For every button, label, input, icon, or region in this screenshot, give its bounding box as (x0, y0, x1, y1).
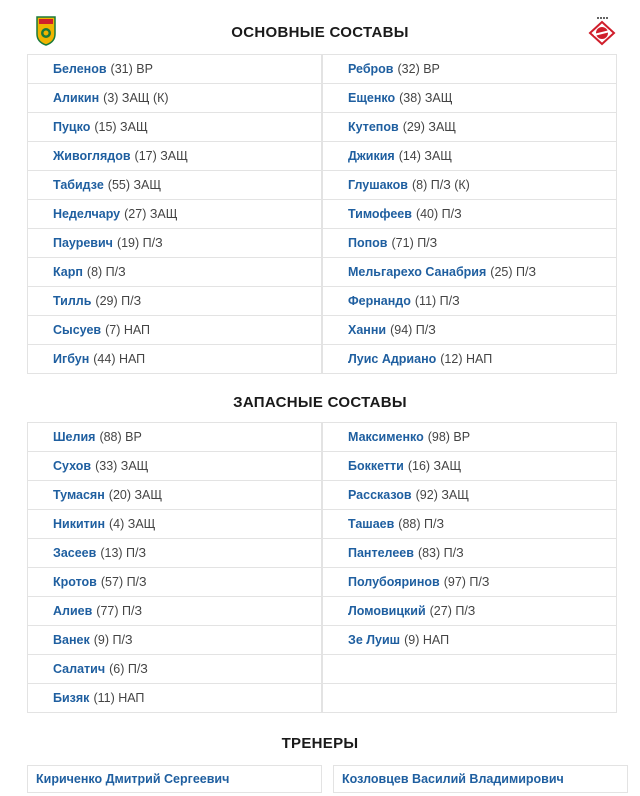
player-row[interactable] (28, 568, 321, 597)
player-row[interactable] (323, 258, 616, 287)
player-name-link[interactable]: Луис Адриано (348, 352, 437, 366)
player-row[interactable] (323, 316, 616, 345)
player-info: (12) НАП (440, 352, 493, 366)
player-row (323, 684, 616, 712)
player-row[interactable] (28, 481, 321, 510)
coaches-title: ТРЕНЕРЫ (281, 735, 359, 752)
player-row[interactable] (323, 229, 616, 258)
player-info: (19) П/З (116, 236, 163, 250)
player-row[interactable] (323, 200, 616, 229)
player-info: (94) П/З (390, 323, 436, 337)
player-row[interactable] (323, 597, 616, 626)
away-starters-list (322, 54, 617, 374)
player-name-link[interactable]: Кротов (53, 575, 97, 589)
player-name-link[interactable]: Пауревич (53, 236, 113, 250)
player-name-link[interactable]: Ванек (53, 633, 90, 647)
player-name-link[interactable]: Алиев (53, 604, 93, 618)
player-info: (27) П/З (429, 604, 476, 618)
player-row[interactable] (28, 655, 321, 684)
player-row[interactable] (323, 84, 616, 113)
player-info: (29) П/З (95, 294, 142, 308)
player-info: (3) ЗАЩ (К) (103, 91, 169, 105)
player-info: (8) П/З (К) (411, 178, 470, 192)
player-row[interactable] (323, 568, 616, 597)
player-info: (31) ВР (110, 62, 153, 76)
player-name-link[interactable]: Пантелеев (348, 546, 414, 560)
player-row[interactable] (28, 55, 321, 84)
home-starters-list (27, 54, 322, 374)
player-name-link[interactable]: Рассказов (348, 488, 412, 502)
player-name-link[interactable]: Тумасян (53, 488, 105, 502)
player-name-link[interactable]: Ребров (348, 62, 394, 76)
player-row[interactable] (323, 626, 616, 655)
player-info: (9) П/З (93, 633, 133, 647)
player-info: (83) П/З (417, 546, 464, 560)
player-row[interactable] (28, 423, 321, 452)
substitutes (27, 422, 617, 713)
player-info: (97) П/З (443, 575, 490, 589)
player-name-link[interactable]: Неделчару (53, 207, 121, 221)
player-info: (15) ЗАЩ (94, 120, 148, 134)
player-info: (4) ЗАЩ (109, 517, 156, 531)
player-name-link[interactable]: Ташаев (348, 517, 395, 531)
player-info: (9) НАП (404, 633, 450, 647)
player-row[interactable] (28, 229, 321, 258)
player-name-link[interactable]: Кутепов (348, 120, 399, 134)
player-info: (7) НАП (105, 323, 151, 337)
player-name-link[interactable]: Попов (348, 236, 388, 250)
home-coach[interactable]: Кириченко Дмитрий Сергеевич (27, 765, 322, 793)
player-name-link[interactable]: Пуцко (53, 120, 91, 134)
player-name-link[interactable]: Бизяк (53, 691, 90, 705)
player-row[interactable] (323, 171, 616, 200)
player-row[interactable] (28, 113, 321, 142)
player-name-link[interactable]: Полубояринов (348, 575, 440, 589)
player-info: (25) П/З (490, 265, 537, 279)
player-info: (88) П/З (398, 517, 445, 531)
player-name-link[interactable]: Салатич (53, 662, 106, 676)
player-info: (8) П/З (86, 265, 126, 279)
player-name-link[interactable]: Мельгарехо Санабрия (348, 265, 487, 279)
player-info: (16) ЗАЩ (407, 459, 462, 473)
player-row[interactable] (28, 258, 321, 287)
player-name-link[interactable]: Сухов (53, 459, 92, 473)
player-name-link[interactable]: Аликин (53, 91, 100, 105)
player-row[interactable] (323, 113, 616, 142)
player-row[interactable] (28, 142, 321, 171)
substitutes-title: ЗАПАСНЫЕ СОСТАВЫ (233, 394, 407, 411)
player-row[interactable] (28, 539, 321, 568)
player-name-link[interactable]: Сысуев (53, 323, 102, 337)
player-info: (11) П/З (414, 294, 460, 308)
player-info: (38) ЗАЩ (399, 91, 453, 105)
player-name-link[interactable]: Ханни (348, 323, 387, 337)
player-row[interactable] (323, 423, 616, 452)
player-row[interactable] (28, 200, 321, 229)
player-info: (27) ЗАЩ (124, 207, 178, 221)
player-name-link[interactable]: Ещенко (348, 91, 396, 105)
player-row[interactable] (28, 171, 321, 200)
player-row[interactable] (28, 345, 321, 373)
player-name-link[interactable]: Джикия (348, 149, 395, 163)
player-info: (13) П/З (100, 546, 147, 560)
player-name-link[interactable]: Боккетти (348, 459, 404, 473)
away-subs-list (322, 422, 617, 713)
player-name-link[interactable]: Фернандо (348, 294, 411, 308)
player-row[interactable] (28, 684, 321, 712)
player-info: (29) ЗАЩ (402, 120, 456, 134)
player-info: (11) НАП (93, 691, 145, 705)
starting-lineups-title: ОСНОВНЫЕ СОСТАВЫ (231, 24, 409, 41)
player-name-link[interactable]: Шелия (53, 430, 96, 444)
player-name-link[interactable]: Зе Луиш (348, 633, 401, 647)
player-row[interactable] (323, 510, 616, 539)
player-info: (98) ВР (427, 430, 471, 444)
player-info: (40) П/З (415, 207, 462, 221)
player-row[interactable] (323, 345, 616, 373)
player-name-link[interactable]: Беленов (53, 62, 107, 76)
player-row[interactable] (323, 287, 616, 316)
player-info: (20) ЗАЩ (108, 488, 163, 502)
player-row[interactable] (28, 287, 321, 316)
player-info: (17) ЗАЩ (134, 149, 188, 163)
player-row[interactable] (323, 142, 616, 171)
player-name-link[interactable]: Глушаков (348, 178, 408, 192)
player-info: (57) П/З (100, 575, 147, 589)
player-name-link[interactable]: Никитин (53, 517, 106, 531)
player-row[interactable] (323, 539, 616, 568)
player-name-link[interactable]: Игбун (53, 352, 90, 366)
starting-lineups (27, 54, 617, 374)
player-info: (71) П/З (391, 236, 438, 250)
player-name-link[interactable]: Живоглядов (53, 149, 131, 163)
player-info: (6) П/З (109, 662, 148, 676)
player-row[interactable] (28, 316, 321, 345)
player-info: (55) ЗАЩ (107, 178, 162, 192)
player-row[interactable] (323, 55, 616, 84)
player-info: (32) ВР (397, 62, 440, 76)
player-row[interactable] (323, 452, 616, 481)
away-coach[interactable]: Козловцев Василий Владимирович (333, 765, 628, 793)
player-name-link[interactable]: Табидзе (53, 178, 104, 192)
player-row (323, 655, 616, 684)
player-name-link[interactable]: Ломовицкий (348, 604, 426, 618)
home-subs-list (27, 422, 322, 713)
player-name-link[interactable]: Тимофеев (348, 207, 412, 221)
player-info: (77) П/З (96, 604, 143, 618)
player-name-link[interactable]: Тилль (53, 294, 92, 308)
player-info: (92) ЗАЩ (415, 488, 469, 502)
player-info: (44) НАП (93, 352, 146, 366)
player-info: (88) ВР (99, 430, 142, 444)
player-info: (33) ЗАЩ (95, 459, 149, 473)
player-name-link[interactable]: Максименко (348, 430, 424, 444)
player-row[interactable] (323, 481, 616, 510)
player-row[interactable] (28, 510, 321, 539)
player-row[interactable] (28, 597, 321, 626)
player-info: (14) ЗАЩ (398, 149, 452, 163)
player-row[interactable] (28, 452, 321, 481)
player-name-link[interactable]: Засеев (53, 546, 97, 560)
player-row[interactable] (28, 626, 321, 655)
player-row[interactable] (28, 84, 321, 113)
player-name-link[interactable]: Карп (53, 265, 83, 279)
